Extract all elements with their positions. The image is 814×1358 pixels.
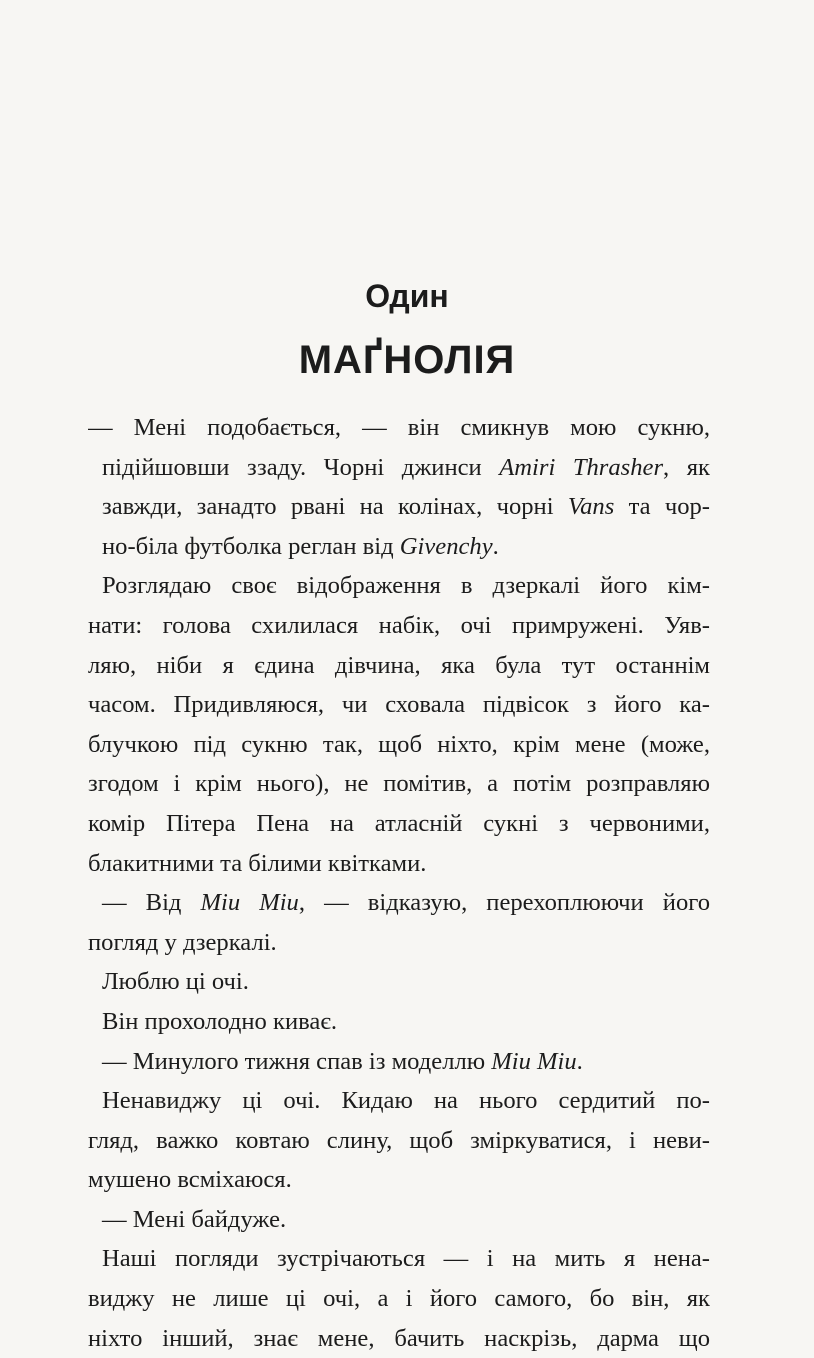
text-line: блучкою під сукню так, щоб ніхто, крім мене (може, (88, 730, 710, 758)
text-line: Люблю ці очі. (102, 968, 249, 996)
brand-name: Givenchy (399, 532, 493, 560)
text-line: Він прохолодно киває. (102, 1007, 338, 1035)
text-line: — Минулого тижня спав із моделлю Міи Міи. (102, 1047, 583, 1075)
text-line: Розглядаю своє відображення в дзеркалі його кім- (102, 572, 710, 600)
text-line: виджу не лише ці очі, а і його самого, бо він, як (88, 1285, 710, 1313)
body-text (88, 408, 710, 1358)
text-line: ляю, ніби я єдина дівчина, яка була тут останнім (88, 651, 710, 679)
text-line: підійшовши ззаду. Чорні джинси Amiri Thrasher, як (102, 453, 710, 481)
text-line: мушено всміхаюся. (88, 1166, 292, 1194)
chapter-number: Один (365, 278, 449, 314)
text-line: згодом і крім нього), не помітив, а потім розправляю (88, 770, 710, 798)
text-line: завжди, занадто рвані на колінах, чорні Vans та чор- (102, 493, 710, 521)
text-line: Ненавиджу ці очі. Кидаю на нього сердитий по- (102, 1087, 710, 1115)
text-line: — Мені подобається, — він смикнув мою сукню, (88, 414, 710, 441)
text-line: ніхто інший, знає мене, бачить наскрізь, дарма що (88, 1324, 710, 1352)
brand-name: Amiri Thrasher (499, 453, 664, 481)
text-line: гляд, важко ковтаю слину, щоб зміркуватися, і неви- (88, 1126, 710, 1154)
brand-name: Vans (567, 493, 615, 521)
text-line: комір Пітера Пена на атласній сукні з червоними, (88, 809, 710, 837)
brand-name: Міи Міи (491, 1047, 577, 1075)
brand-name: Міи Міи (200, 889, 299, 917)
chapter-title: МАҐНОЛІЯ (298, 338, 516, 382)
text-line: погляд у дзеркалі. (88, 928, 277, 956)
text-line: часом. Придивляюся, чи сховала підвісок з його ка- (88, 691, 710, 719)
text-line: но-біла футболка реглан від Givenchy. (102, 532, 499, 560)
text-line: — Мені байдуже. (102, 1205, 287, 1233)
text-line: блакитними та білими квітками. (88, 849, 427, 877)
text-line: — Від Міи Міи, — відказую, перехоплюючи його (102, 889, 710, 917)
text-line: Наші погляди зустрічаються — і на мить я нена- (102, 1245, 710, 1273)
text-line: нати: голова схилилася набік, очі примружені. Уяв- (88, 611, 710, 639)
